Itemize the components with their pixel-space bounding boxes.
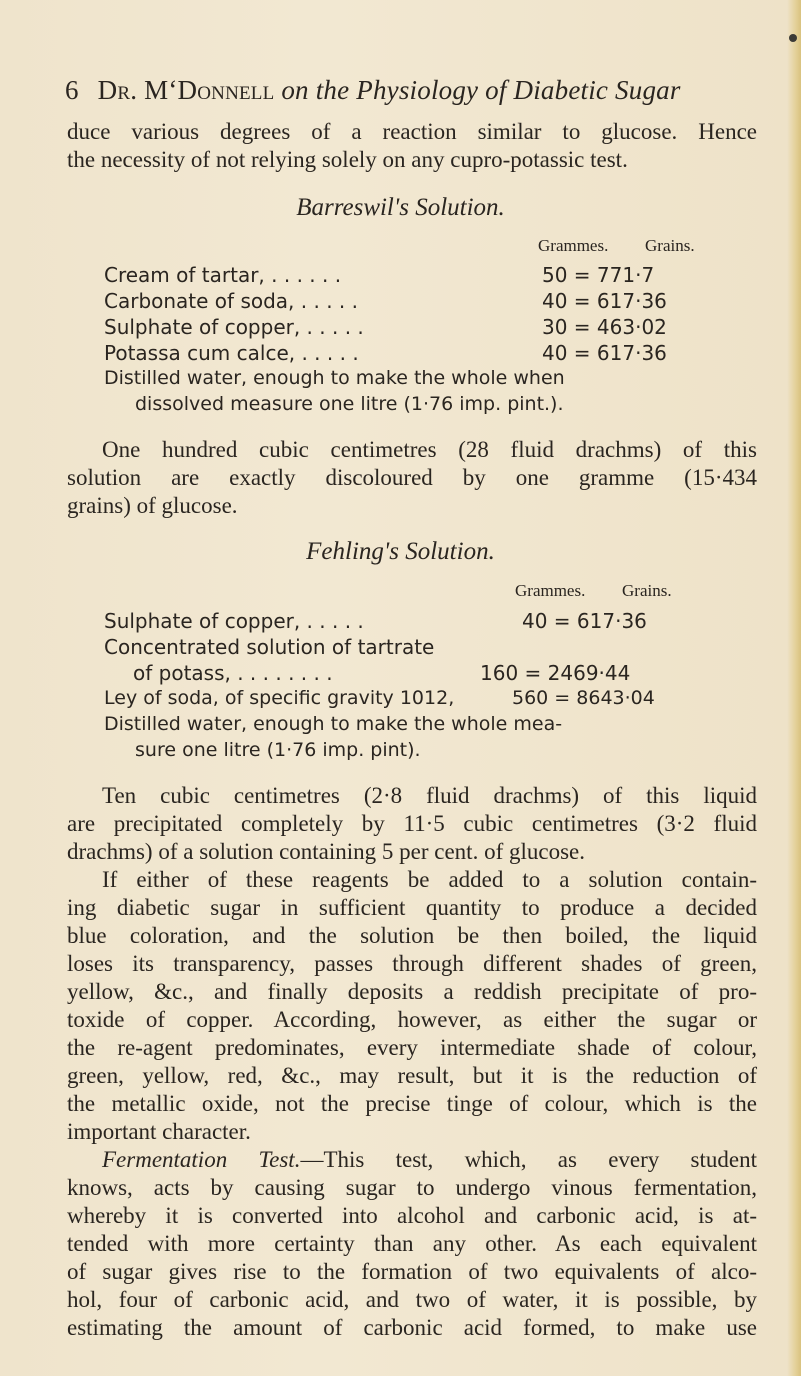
column-header-grammes: Grammes. xyxy=(538,236,609,255)
text-line: green, yellow, red, &c., may result, but it is the reduction of xyxy=(67,1063,757,1088)
title-prefix: on xyxy=(281,75,309,105)
text-line: tended with more certainty than any other. As each equivalent xyxy=(67,1231,757,1256)
table-note: Distilled water, enough to make the whole mea- xyxy=(104,713,563,735)
text-line: of sugar gives rise to the formation of two equivalents of alco- xyxy=(67,1259,757,1284)
text-line: the necessity of not relying solely on any cupro-potassic test. xyxy=(67,147,628,172)
text-line: the re-agent predominates, every intermediate shade of colour, xyxy=(67,1035,757,1060)
text-line: grains) of glucose. xyxy=(67,493,238,518)
column-header-grammes: Grammes. xyxy=(515,581,586,600)
table-row-label: Sulphate of copper, . . . . . xyxy=(104,315,364,339)
text-line: yellow, &c., and finally deposits a reddish precipitate of pro- xyxy=(67,979,757,1004)
table-row-label: Cream of tartar, . . . . . . xyxy=(104,263,342,287)
table-note: sure one litre (1·76 imp. pint). xyxy=(135,739,421,761)
table-row-amount: 40 = 617·36 xyxy=(542,289,667,313)
text-line: knows, acts by causing sugar to undergo vinous fermentation, xyxy=(67,1175,757,1200)
table-note: Distilled water, enough to make the whole when xyxy=(104,367,565,389)
margin-mark xyxy=(789,34,797,42)
text-line: loses its transparency, passes through different shades of green, xyxy=(67,951,757,976)
text-line: Ten cubic centimetres (2·8 fluid drachms) of this liquid xyxy=(102,783,757,808)
text-line: If either of these reagents be added to a solution contain- xyxy=(102,867,757,892)
text-line: the metallic oxide, not the precise tinge of colour, which is the xyxy=(67,1091,757,1116)
table-row-label: Carbonate of soda, . . . . . xyxy=(104,289,358,313)
table-note: dissolved measure one litre (1·76 imp. pint.). xyxy=(135,393,564,415)
column-header-grains: Grains. xyxy=(645,236,695,255)
table-row-amount: 40 = 617·36 xyxy=(522,609,647,633)
table-row-amount: 30 = 463·02 xyxy=(542,315,667,339)
text-line: One hundred cubic centimetres (28 fluid drachms) of this xyxy=(102,437,757,462)
section-heading: Barreswil's Solution. xyxy=(296,194,505,221)
running-title: the Physiology of Diabetic Sugar xyxy=(315,75,681,105)
text-line: important character. xyxy=(67,1119,251,1144)
text-line: are precipitated completely by 11·5 cubic centimetres (3·2 fluid xyxy=(67,811,757,836)
text-line: drachms) of a solution containing 5 per cent. of glucose. xyxy=(67,839,585,864)
table-row-label: Ley of soda, of specific gravity 1012, xyxy=(104,687,455,709)
column-header-grains: Grains. xyxy=(622,581,672,600)
text-line: ing diabetic sugar in sufficient quantity to produce a decided xyxy=(67,895,757,920)
author: Dr. M‘Donnell xyxy=(97,75,275,105)
text-line: hol, four of carbonic acid, and two of water, it is possible, by xyxy=(67,1287,757,1312)
text-line: solution are exactly discoloured by one gramme (15·434 xyxy=(67,465,757,490)
text-line: toxide of copper. According, however, as either the sugar or xyxy=(67,1007,757,1032)
fermentation-first-line xyxy=(102,1146,757,1174)
text-line: duce various degrees of a reaction similar to glucose. Hence xyxy=(67,119,757,144)
table-row-amount: 40 = 617·36 xyxy=(542,341,667,365)
table-row-label: of potass, . . . . . . . . xyxy=(133,661,333,685)
table-row-label: Potassa cum calce, . . . . . xyxy=(104,341,359,365)
text-line: estimating the amount of carbonic acid formed, to make use xyxy=(67,1315,757,1340)
text-line: blue coloration, and the solution be then boiled, the liquid xyxy=(67,923,757,948)
fermentation-title: Fermentation Test. xyxy=(102,1147,301,1172)
fermentation-first-line-rest: —This test, which, as every student xyxy=(300,1147,757,1172)
text-line: whereby it is converted into alcohol and carbonic acid, is at- xyxy=(67,1203,757,1228)
section-heading: Fehling's Solution. xyxy=(306,538,495,565)
table-row-amount: 560 = 8643·04 xyxy=(512,687,655,709)
table-row-label: Concentrated solution of tartrate xyxy=(104,635,435,659)
table-row-amount: 160 = 2469·44 xyxy=(480,661,631,685)
table-row-amount: 50 = 771·7 xyxy=(542,263,655,287)
running-head xyxy=(65,75,681,106)
page-number: 6 xyxy=(65,75,79,105)
table-row-label: Sulphate of copper, . . . . . xyxy=(104,609,364,633)
